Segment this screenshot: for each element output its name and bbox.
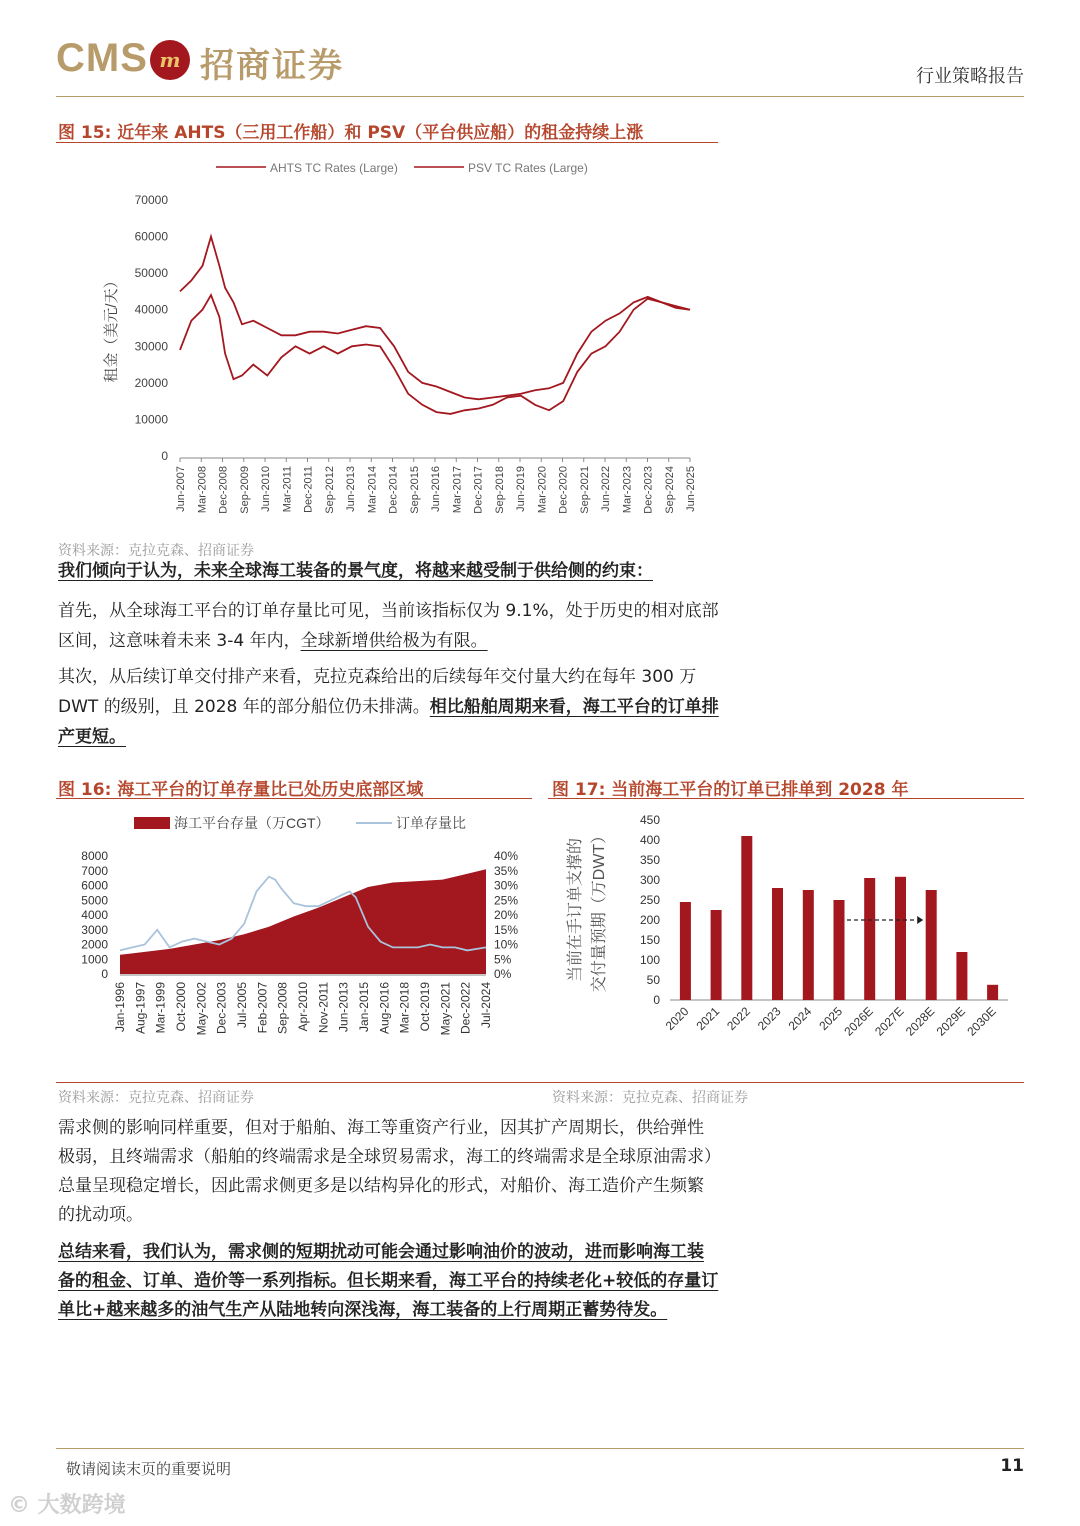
fig17-x-tick-label: 2025 [816,1004,846,1034]
fig17-bar [803,890,814,1000]
fig17-ytick-label: 200 [639,913,660,927]
fig15-title: 图 15: 近年来 AHTS（三用工作船）和 PSV（平台供应船）的租金持续上涨 [58,123,644,143]
fig15-x-tick-label: Jun-2022 [600,466,612,512]
paragraph-supply-first-text: 首先，从全球海工平台的订单存量比可见，当前该指标仅为 9.1%，处于历史的相对底部区间，这意味着未来 3-4 年内， [58,601,719,651]
fig16-x-tick-label: Sep-2008 [275,982,290,1035]
watermark: © 大数跨境 [8,1493,126,1518]
fig16-ytick-right-label: 0% [494,967,512,981]
fig15-x-tick-label: Jun-2010 [260,466,272,512]
fig16-x-tick-label: Feb-2007 [255,982,270,1034]
fig16-ytick-left-label: 8000 [81,849,108,863]
fig17-title: 图 17: 当前海工平台的订单已排单到 2028 年 [552,780,909,800]
fig17-ytick-label: 400 [639,833,660,847]
fig15-x-tick-label: Dec-2020 [557,466,570,514]
fig17-x-tick-label: 2030E [964,1004,999,1039]
fig15-x-tick-label: Sep-2018 [493,466,506,514]
fig15-x-tick-label: Dec-2017 [472,466,485,514]
fig16-x-tick-label: Aug-1997 [133,982,148,1035]
fig16-title: 图 16: 海工平台的订单存量比已处历史底部区域 [58,780,424,800]
fig16-ytick-left-label: 6000 [81,878,108,893]
fig17-x-tick-label: 2023 [754,1004,784,1034]
fig16-x-tick-label: Jan-1996 [113,982,127,1033]
fig16-title-rule [56,798,532,799]
fig17-ytick-label: 0 [653,993,660,1007]
fig15-x-tick-label: Dec-2008 [217,466,230,514]
fig17-bar [711,910,722,1000]
fig15-x-tick-label: Jun-2016 [430,466,442,512]
fig17-bar [834,900,845,1000]
fig16-ytick-left-label: 4000 [81,908,108,922]
fig16-x-tick-label: Apr-2010 [296,982,310,1032]
footer-note: 敬请阅读末页的重要说明 [66,1460,232,1478]
fig17-x-tick-label: 2027E [872,1004,907,1039]
fig16-ytick-right-label: 40% [494,849,519,863]
fig16-legend-label-1: 海工平台存量（万CGT） [174,815,330,831]
fig16-x-tick-label: Jun-2013 [336,982,351,1033]
fig17-bar [864,878,875,1000]
logo-cn-text: 招商证券 [200,46,344,86]
fig15-x-tick-label: Sep-2009 [238,466,251,514]
fig17-x-tick-label: 2022 [724,1004,753,1034]
fig17-chart [548,804,1024,1080]
fig16-x-tick-label: Jul-2005 [235,982,249,1029]
fig17-bar [741,836,752,1000]
fig15-x-tick-label: Mar-2023 [621,466,634,514]
fig16-legend-label-2: 订单存量比 [396,815,466,831]
fig15-x-tick-label: Jun-2013 [345,466,357,512]
fig16-ytick-right-label: 5% [494,952,512,967]
logo-mark-icon: m [150,40,190,80]
fig16-x-tick-label: Jul-2024 [479,982,493,1029]
fig15-x-tick-label: Sep-2015 [408,466,421,514]
report-type: 行业策略报告 [916,66,1024,87]
fig15-ytick-label: 30000 [134,339,168,354]
fig17-ytick-label: 50 [646,973,660,987]
fig16-ytick-left-label: 1000 [81,952,108,967]
fig15-x-tick-label: Mar-2011 [281,466,294,513]
fig16-legend-swatch-1 [134,817,170,829]
fig15-x-tick-label: Mar-2020 [536,466,549,514]
fig16-x-tick-label: Oct-2000 [174,982,188,1032]
fig15-x-tick-label: Mar-2014 [366,466,379,514]
fig17-x-tick-label: 2026E [841,1004,876,1039]
page-number: 11 [1000,1456,1024,1476]
fig16-chart [56,804,532,1080]
fig16-ytick-left-label: 2000 [81,937,108,952]
paragraph-supply-first-emph: 全球新增供给极为有限。 [300,631,488,651]
figures-bottom-rule [56,1082,1024,1083]
fig17-bar [956,952,967,1000]
fig15-x-tick-label: Sep-2024 [663,466,676,514]
fig15-x-tick-label: Dec-2014 [387,466,400,514]
paragraph-demand: 需求侧的影响同样重要，但对于船舶、海工等重资产行业，因其扩产周期长，供给弹性极弱，且终端需求（船舶的终端需求是全球贸易需求，海工的终端需求是全球原油需求）总量呈现稳定增长，因此需求侧更多是以结构异化的形式，对船价、海工造价产生频繁的扰动项。 [58,1118,713,1225]
fig15-ytick-label: 0 [161,449,168,463]
fig15-y-axis-label: 租金（美元/天） [103,273,120,383]
fig16-ytick-left-label: 3000 [81,922,108,937]
fig16-ytick-right-label: 30% [494,878,519,893]
fig15-x-tick-label: Sep-2021 [578,466,591,514]
fig17-ytick-label: 150 [639,933,660,947]
fig17-ytick-label: 350 [639,853,660,867]
fig16-x-tick-label: May-2021 [438,982,453,1036]
fig16-x-tick-label: Dec-2022 [458,982,473,1035]
fig15-series-line-1 [180,237,690,400]
fig16-x-tick-label: Nov-2011 [316,982,331,1034]
fig17-x-tick-label: 2021 [693,1004,723,1034]
fig16-ytick-right-label: 35% [494,863,519,878]
fig17-ytick-label: 300 [639,873,660,887]
fig16-x-tick-label: Mar-2018 [397,982,412,1034]
fig17-ytick-label: 100 [639,953,660,967]
fig17-y-axis-label-line1: 当前在手订单支撑的 [567,837,584,983]
fig15-x-tick-label: Mar-2017 [451,466,464,514]
fig15-ytick-label: 60000 [134,229,168,244]
fig16-x-tick-label: Oct-2019 [418,982,432,1032]
fig16-ytick-left-label: 7000 [81,863,108,878]
paragraph-supply-second-emph: 相比船舶周期来看，海工平台的订单排产更短。 [58,697,719,747]
fig16-area-series [120,869,486,974]
fig17-bar [987,985,998,1000]
fig17-bar [895,877,906,1000]
fig15-x-tick-label: Jun-2025 [685,466,697,512]
fig15-x-tick-label: Sep-2012 [323,466,336,514]
fig15-chart [56,146,718,540]
fig16-ytick-right-label: 10% [494,937,519,952]
fig17-bar [772,888,783,1000]
paragraph-conclusion: 总结来看，我们认为，需求侧的短期扰动可能会通过影响油价的波动，进而影响海工装备的租金、订单、造价等一系列指标。但长期来看，海工平台的持续老化+较低的存量订单比+越来越多的油气生产从陆地转向深浅海，海工装备的上行周期正蓄势待发。 [58,1242,719,1320]
paragraph-supply-second [58,662,720,752]
paragraph-supply-second-text: 其次，从后续订单交付排产来看，克拉克森给出的后续每年交付量大约在每年 300 万 DWT 的级别，且 2028 年的部分船位仍未排满。 [58,667,697,717]
fig17-x-tick-label: 2024 [785,1004,815,1034]
fig16-ytick-left-label: 0 [101,967,108,981]
fig17-bar [680,902,691,1000]
fig15-x-tick-label: Dec-2023 [642,466,655,514]
fig15-x-tick-label: Mar-2008 [196,466,209,514]
fig17-title-rule [548,798,1024,799]
fig15-ytick-label: 10000 [134,412,168,427]
fig15-ytick-label: 50000 [134,266,168,281]
fig16-x-tick-label: Mar-1999 [153,982,168,1034]
fig17-x-tick-label: 2029E [933,1004,969,1039]
fig16-ytick-right-label: 20% [494,908,519,922]
header-divider [56,96,1024,97]
footer-divider [56,1448,1024,1449]
fig15-series-line-2 [180,295,690,414]
fig17-x-tick-label: 2028E [902,1004,938,1039]
fig15-x-tick-label: Dec-2011 [302,466,315,513]
fig16-x-tick-label: Aug-2016 [377,982,392,1035]
fig16-ytick-right-label: 25% [494,893,519,908]
fig16-ytick-left-label: 5000 [81,893,108,908]
paragraph-supply-first [58,596,720,656]
fig15-legend-label-1: AHTS TC Rates (Large) [270,161,398,175]
fig17-bar [926,890,937,1000]
fig16-source: 资料来源：克拉克森、招商证券 [58,1090,254,1106]
fig15-ytick-label: 40000 [134,302,168,317]
fig17-ytick-label: 450 [639,813,660,827]
logo-cms-text: CMS [56,36,148,80]
fig15-ytick-label: 20000 [134,375,168,390]
fig17-y-axis-label-line2: 交付量预期（万DWT） [591,827,608,993]
fig15-x-tick-label: Jun-2019 [515,466,527,512]
fig15-title-rule [56,142,718,143]
fig17-annotation-arrow-head [917,916,923,924]
fig15-ytick-label: 70000 [134,193,168,207]
fig17-source: 资料来源：克拉克森、招商证券 [552,1090,748,1106]
fig16-x-tick-label: Dec-2003 [214,982,229,1035]
fig16-x-tick-label: Jan-2015 [357,982,371,1033]
fig16-x-tick-label: May-2002 [194,982,209,1036]
fig16-ytick-right-label: 15% [494,922,519,937]
fig17-ytick-label: 250 [639,893,660,907]
fig15-x-tick-label: Jun-2007 [175,466,187,512]
fig15-legend-label-2: PSV TC Rates (Large) [468,161,588,175]
fig17-x-tick-label: 2020 [662,1004,692,1034]
paragraph-thesis: 我们倾向于认为，未来全球海工装备的景气度，将越来越受制于供给侧的约束： [58,561,653,581]
fig15-source: 资料来源：克拉克森、招商证券 [58,543,254,559]
